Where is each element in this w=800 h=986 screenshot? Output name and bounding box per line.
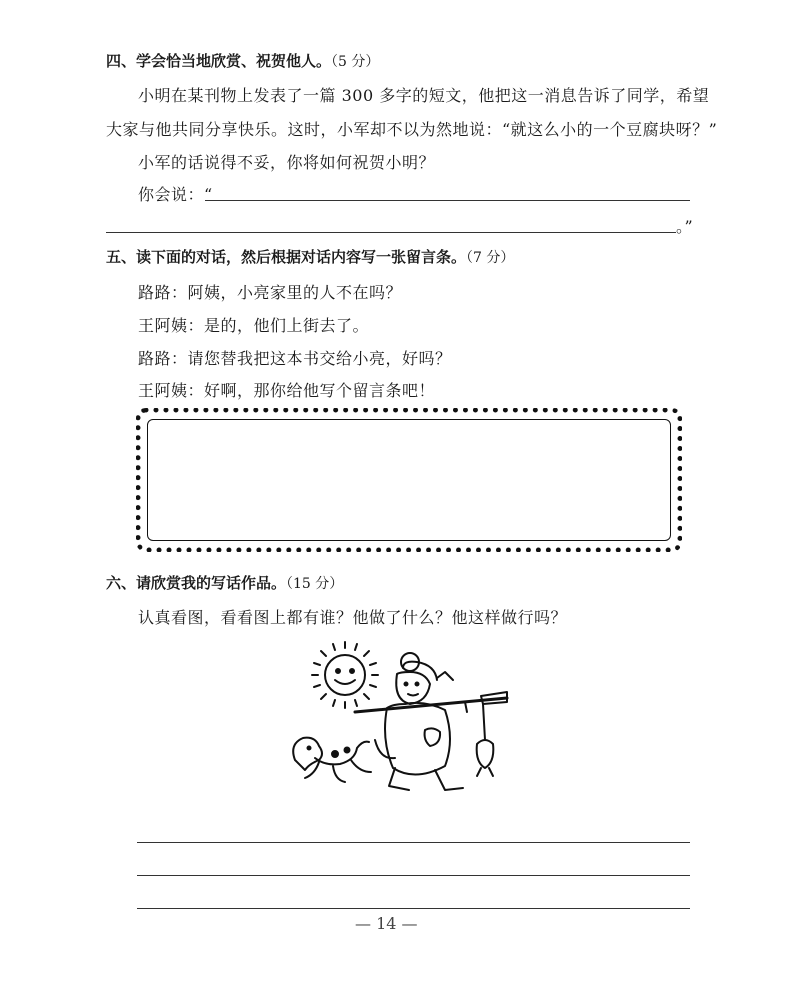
- section6-title: [106, 572, 343, 593]
- answer-prefix: 你会说：“: [138, 185, 213, 204]
- section4-para2: 小军的话说得不妥，你将如何祝贺小明？: [138, 153, 436, 172]
- section4-title-text: 四、学会恰当地欣赏、祝贺他人。: [106, 52, 332, 70]
- answer-line-1[interactable]: [205, 200, 690, 201]
- page-number: — 14 —: [355, 914, 418, 933]
- section6-prompt: 认真看图，看看图上都有谁？他做了什么？他这样做行吗？: [138, 608, 568, 627]
- dog-icon: [293, 738, 371, 782]
- section6-title-text: 六、请欣赏我的写话作品。: [106, 574, 287, 592]
- hunter-icon: [355, 653, 507, 790]
- answer-line-2[interactable]: [106, 232, 676, 233]
- message-note-box[interactable]: [136, 408, 682, 552]
- section4-title: [106, 50, 379, 71]
- sun-icon: [312, 642, 378, 708]
- writing-line-2[interactable]: [137, 875, 690, 876]
- section4-para1-line2: 大家与他共同分享快乐。这时，小军却不以为然地说：“就这么小的一个豆腐块呀？”: [106, 120, 718, 139]
- dialogue-line-3: 路路：请您替我把这本书交给小亮，好吗？: [138, 349, 452, 368]
- section5-title: [106, 246, 514, 267]
- dialogue-line-4: 王阿姨：好啊，那你给他写个留言条吧！: [138, 381, 436, 400]
- dialogue-line-2: 王阿姨：是的，他们上街去了。: [138, 316, 370, 335]
- message-note-box-inner: [147, 419, 671, 541]
- hunter-illustration: [285, 640, 515, 805]
- section4-para1-line1: 小明在某刊物上发表了一篇 300 多字的短文，他把这一消息告诉了同学，希望: [138, 86, 710, 105]
- answer-suffix: 。”: [676, 217, 694, 236]
- section5-title-text: 五、读下面的对话，然后根据对话内容写一张留言条。: [106, 248, 467, 266]
- section6-score: （15 分）: [286, 576, 344, 592]
- section5-score: （7 分）: [466, 250, 515, 266]
- writing-line-3[interactable]: [137, 908, 690, 909]
- section4-score: （5 分）: [331, 54, 380, 70]
- dialogue-line-1: 路路：阿姨，小亮家里的人不在吗？: [138, 283, 403, 302]
- writing-line-1[interactable]: [137, 842, 690, 843]
